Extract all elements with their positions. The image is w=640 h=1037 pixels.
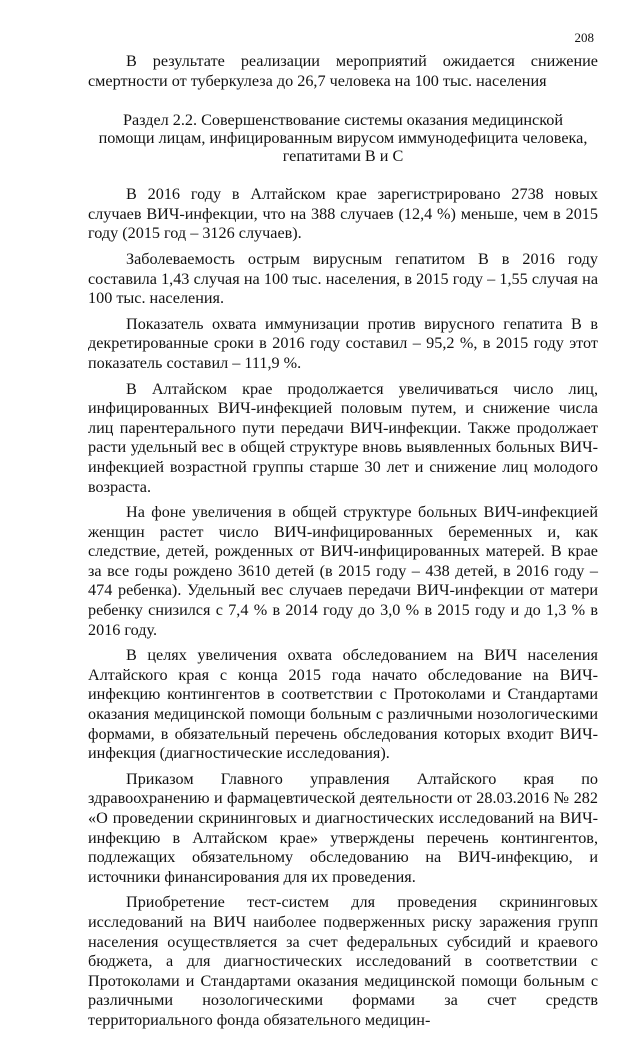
- paragraph-transmission-trends: В Алтайском крае продолжается увеличиваться число лиц, инфицированных ВИЧ-инфекцией половым путем, и снижение числа лиц парентерального пути передачи ВИЧ-инфекции. Также продолжает расти удельный вес в общей структуре вновь выявленных больных ВИЧ-инфекцией возрастной группы старше 30 лет и снижение лиц молодого возраста.: [88, 379, 598, 496]
- paragraph-hiv-new-cases: В 2016 году в Алтайском крае зарегистрировано 2738 новых случаев ВИЧ-инфекции, что на 388 случаев (12,4 %) меньше, чем в 2015 году (2015 год – 3126 случаев).: [88, 185, 598, 243]
- section-heading-line: гепатитами В и С: [282, 147, 404, 166]
- paragraph-immunization-coverage: Показатель охвата иммунизации против вирусного гепатита В в декретированные сроки в 2016 году составил – 95,2 %, в 2015 году этот показатель составил – 111,9 %.: [88, 314, 598, 372]
- paragraph-mother-child: На фоне увеличения в общей структуре больных ВИЧ-инфекцией женщин растет число ВИЧ-инфицированных беременных и, как следствие, детей, рожденных от ВИЧ-инфицированных матерей. В крае за все годы рождено 3610 детей (в 2015 году – 438 детей, в 2016 году – 474 ребенка). Удельный вес случаев передачи ВИЧ-инфекции от матери ребенку снизился с 7,4 % в 2014 году до 3,0 % в 2015 году и до 1,3 % в 2016 году.: [88, 503, 598, 639]
- section-heading-line: Раздел 2.2. Совершенствование системы оказания медицинской помощи лицам, инфицированным вирусом иммунодефицита человека,: [98, 111, 588, 148]
- page-number: 208: [574, 30, 594, 45]
- intro-paragraph: В результате реализации мероприятий ожидается снижение смертности от туберкулеза до 26,7 человека на 100 тыс. населения: [88, 52, 598, 90]
- paragraph-screening-coverage: В целях увеличения охвата обследованием на ВИЧ населения Алтайского края с конца 2015 года начато обследование на ВИЧ-инфекцию контингентов в соответствии с Протоколами и Стандартами оказания медицинской помощи больным с различными нозологическими формами, в обязательный перечень обследования которых входит ВИЧ-инфекция (диагностические исследования).: [88, 646, 598, 763]
- paragraph-order-282: Приказом Главного управления Алтайского края по здравоохранению и фармацевтической деятельности от 28.03.2016 № 282 «О проведении скрининговых и диагностических исследований на ВИЧ-инфекцию в Алтайском крае» утверждены перечень контингентов, подлежащих обязательному обследованию на ВИЧ-инфекцию, и источники финансирования для их проведения.: [88, 769, 598, 886]
- paragraph-test-systems: Приобретение тест-систем для проведения скрининговых исследований на ВИЧ наиболее подверженных риску заражения групп населения осуществляется за счет федеральных субсидий и краевого бюджета, а для диагностических исследований в соответствии с Протоколами и Стандартами оказания медицинской помощи больным с различными нозологическими формами за счет средств территориального фонда обязательного медицин-: [88, 893, 598, 1029]
- document-body: [88, 52, 598, 1037]
- paragraph-hepatitis-incidence: Заболеваемость острым вирусным гепатитом В в 2016 году составила 1,43 случая на 100 тыс. населения, в 2015 году – 1,55 случая на 100 тыс. населения.: [88, 249, 598, 308]
- section-heading: [88, 111, 598, 165]
